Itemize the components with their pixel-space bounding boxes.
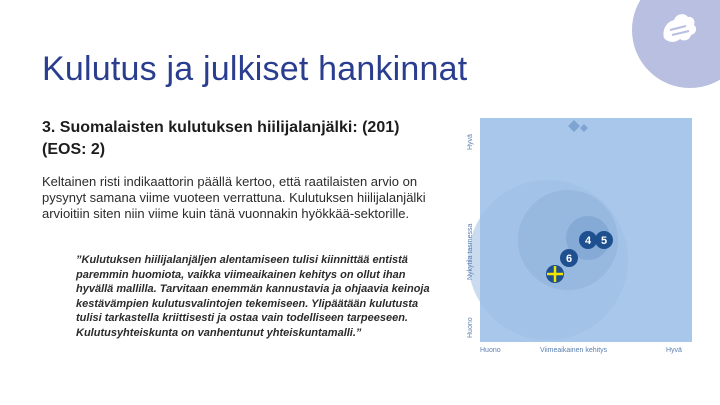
y-axis-top-label: Hyvä xyxy=(467,134,474,150)
slide-subtitle: 3. Suomalaisten kulutuksen hiilijalanjälki: (201) (EOS: 2) xyxy=(42,119,400,158)
slide-quote: ”Kulutuksen hiilijalanjäljen alentamiseen tulisi kiinnittää entistä paremmin huomiota, vaikka viimeaikainen kehitys on ollut ihan hyvällä mallilla. Tarvitaan enemmän kannustavia ja ohjaavia keinoja kestävämpien kulutusvalintojen tekemiseen. Ylipäätään kulutusta tulisi tarkastella kriittisesti ja ostaa vain todelliseen tarpeeseen. Kulutusyhteiskunta on vanhentunut yhteiskuntamalli.” xyxy=(76,254,430,339)
marker-4-label: 4 xyxy=(584,235,592,247)
indicator-chart xyxy=(458,110,694,358)
marker-6-label: 6 xyxy=(565,253,573,265)
lion-emblem-icon xyxy=(656,8,702,48)
slide-title: Kulutus ja julkiset hankinnat xyxy=(42,50,468,88)
y-axis-label: Nykytila tasmessa xyxy=(467,223,474,280)
x-axis-right-label: Hyvä xyxy=(666,347,682,354)
x-axis-label: Viimeaikainen kehitys xyxy=(540,347,608,354)
y-axis-bottom-label: Huono xyxy=(467,317,474,338)
marker-5-label: 5 xyxy=(600,235,608,247)
x-axis-left-label: Huono xyxy=(480,347,501,354)
logo-badge xyxy=(632,0,720,88)
slide-description: Keltainen risti indikaattorin päällä kertoo, että raatilaisten arvio on pysynyt samana viime vuoteen verrattuna. Kulutuksen hiilijalanjälki arvioitiin siten niin viime kuin tänä vuonnakin hyökkää-sektorille. xyxy=(42,174,426,221)
